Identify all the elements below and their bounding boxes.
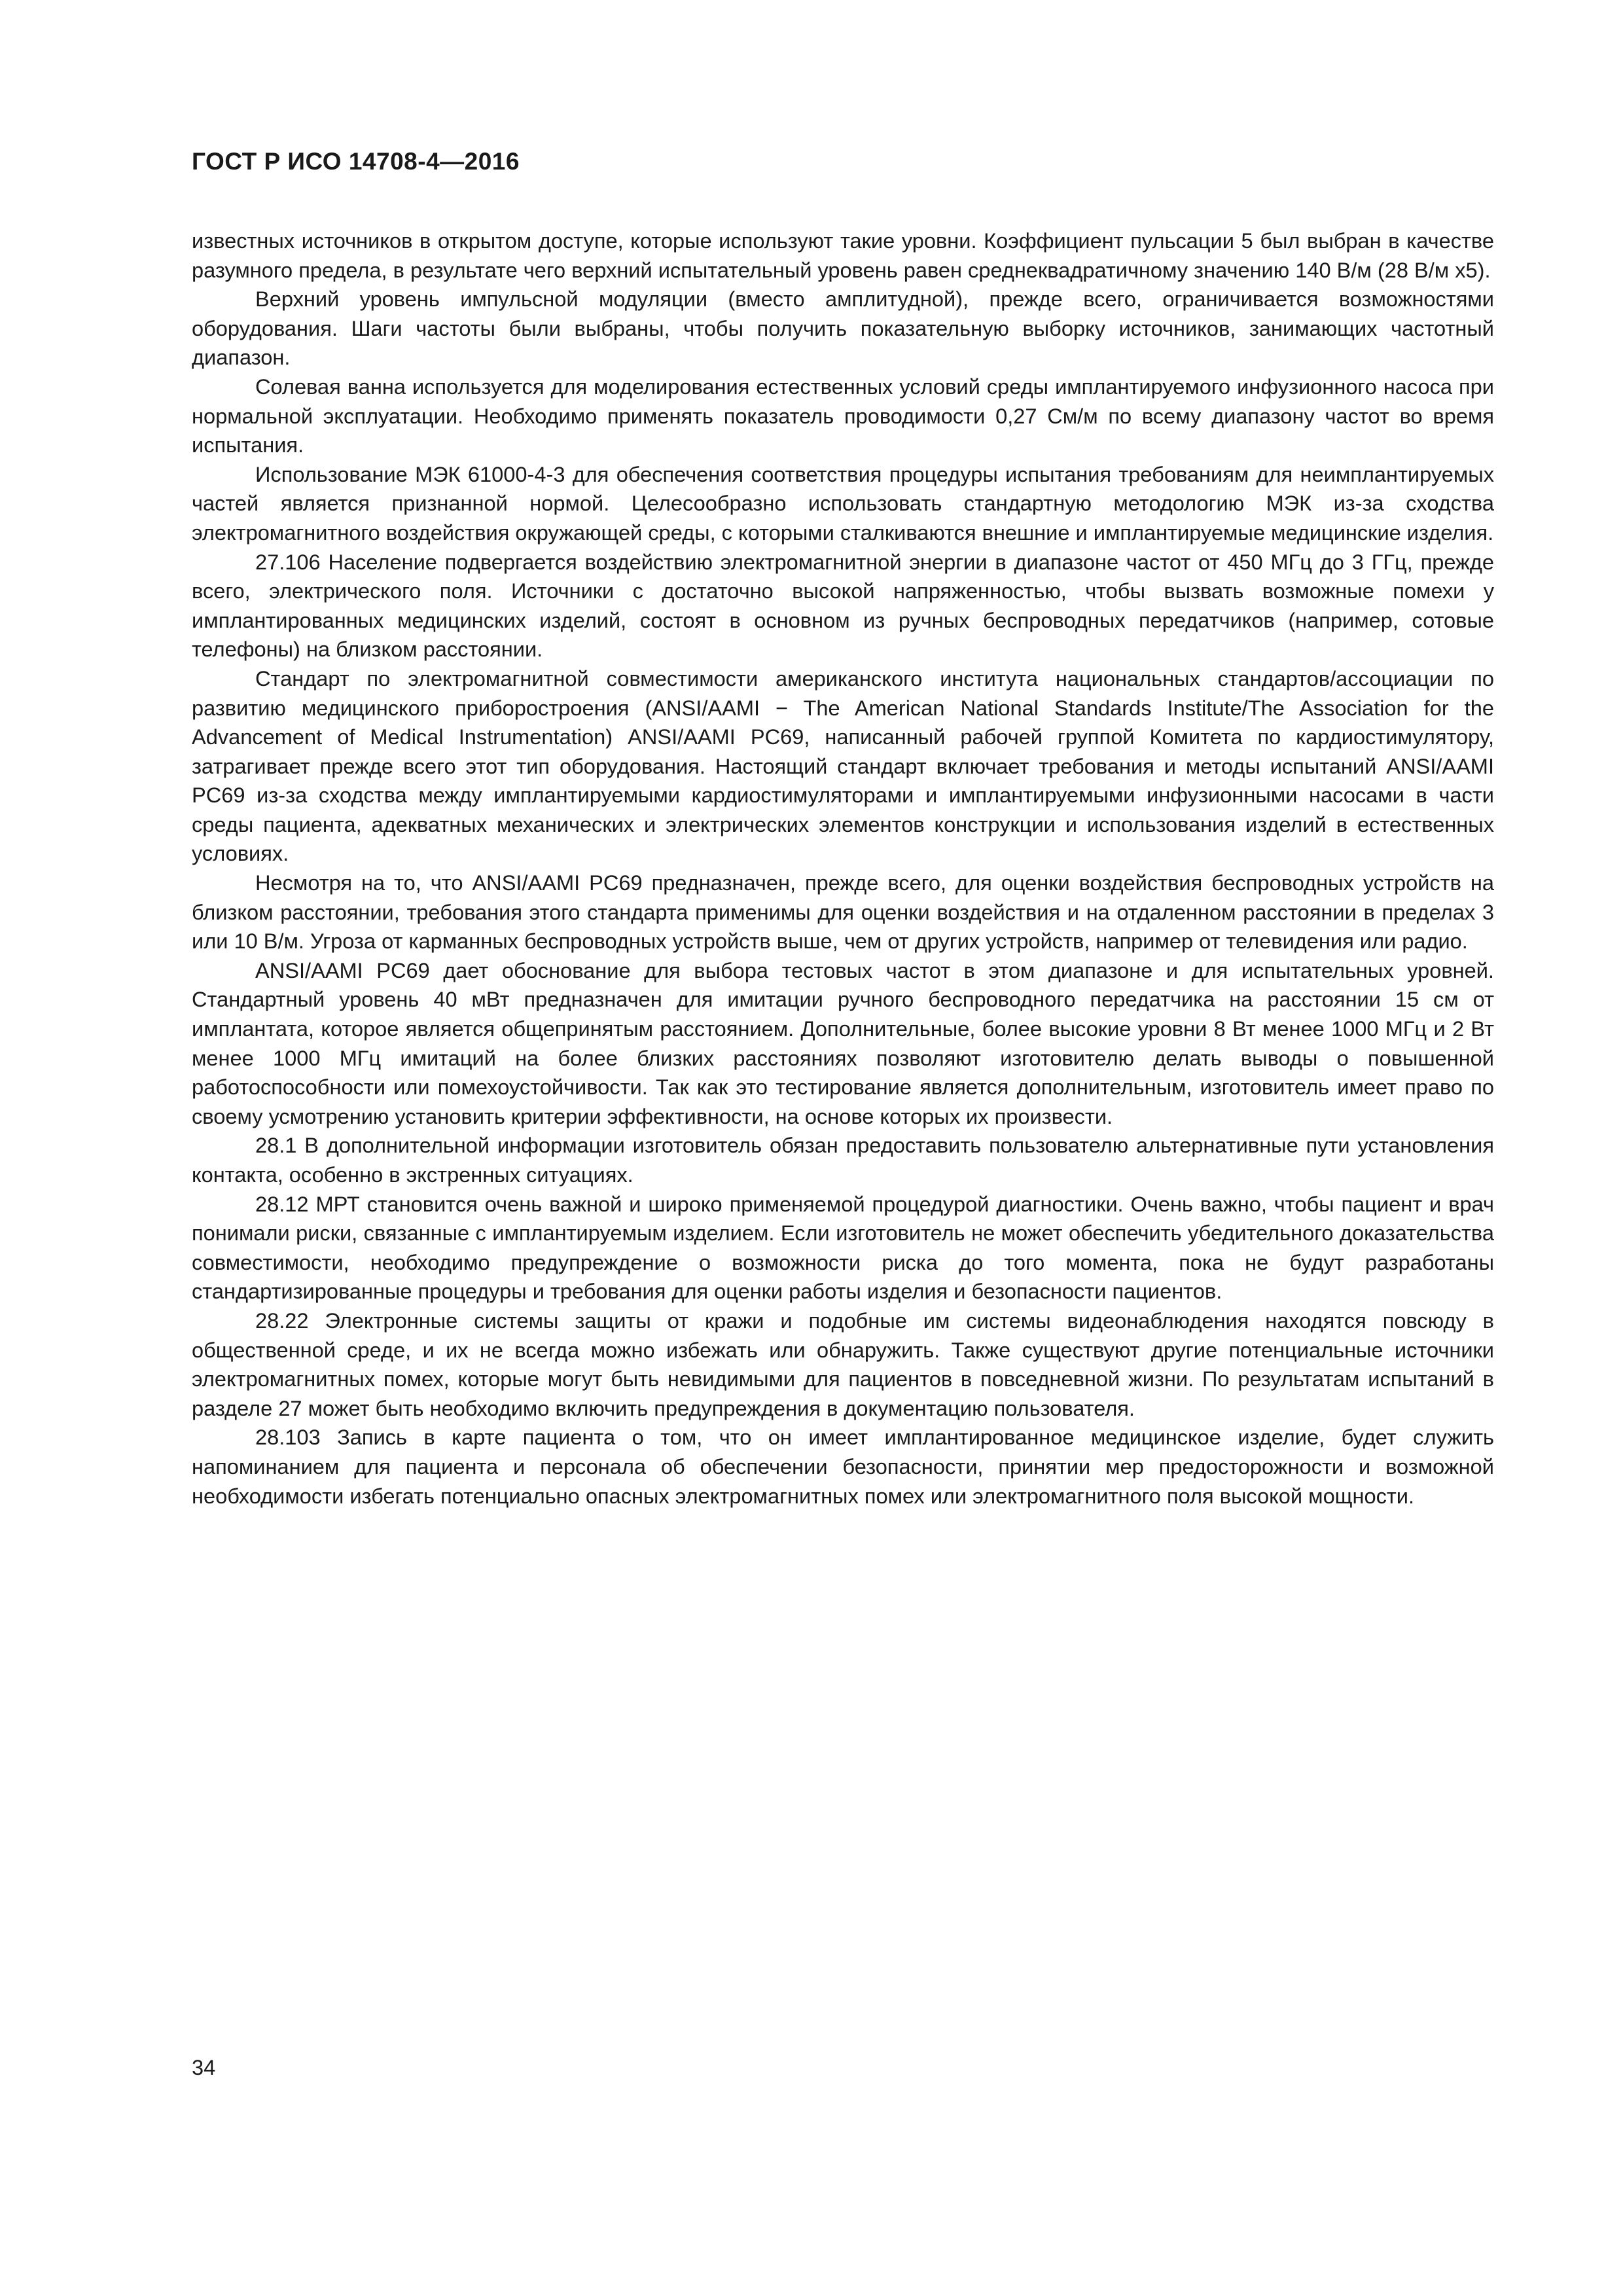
- paragraph: Несмотря на то, что ANSI/AAMI PC69 предназначен, прежде всего, для оценки воздействия беспроводных устройств на близком расстоянии, требования этого стандарта применимы для оценки воздействия и на отдаленном расстоянии в пределах 3 или 10 В/м. Угроза от карманных беспроводных устройств выше, чем от других устройств, например от телевидения или радио.: [192, 870, 1494, 954]
- paragraph: ANSI/AAMI PC69 дает обоснование для выбора тестовых частот в этом диапазоне и для испытательных уровней. Стандартный уровень 40 мВт предназначен для имитации ручного беспроводного передатчика на расстоянии 15 см от имплантата, которое является общепринятым расстоянием. Дополнительные, более высокие уровни 8 Вт менее 1000 МГц и 2 Вт менее 1000 МГц имитаций на более близких расстояниях позволяют изготовителю делать выводы о повышенной работоспособности или помехоустойчивости. Так как это тестирование является дополнительным, изготовитель имеет право по своему усмотрению установить критерии эффективности, на основе которых их произвести.: [192, 958, 1494, 1128]
- paragraph-28-1: 28.1 В дополнительной информации изготовитель обязан предоставить пользователю альтернативные пути установления контакта, особенно в экстренных ситуациях.: [192, 1133, 1494, 1187]
- paragraph-28-12: 28.12 МРТ становится очень важной и широко применяемой процедурой диагностики. Очень важно, чтобы пациент и врач понимали риски, связанные с имплантируемым изделием. Если изготовитель не может обеспечить убедительного доказательства совместимости, необходимо предупреждение о возможности риска до того момента, пока не будут разработаны стандартизированные процедуры и требования для оценки работы изделия и безопасности пациентов.: [192, 1191, 1494, 1304]
- paragraph: Солевая ванна используется для моделирования естественных условий среды имплантируемого инфузионного насоса при нормальной эксплуатации. Необходимо применять показатель проводимости 0,27 См/м по всему диапазону частот во время испытания.: [192, 374, 1494, 457]
- page-number: 34: [192, 2055, 216, 2079]
- document-header-title: ГОСТ Р ИСО 14708-4—2016: [192, 148, 520, 175]
- paragraph-continuation: известных источников в открытом доступе, которые используют такие уровни. Коэффициент пульсации 5 был выбран в качестве разумного предела, в результате чего верхний испытательный уровень равен среднеквадратичному значению 140 В/м (28 В/м x5).: [192, 228, 1494, 282]
- paragraph-27-106: 27.106 Население подвергается воздействию электромагнитной энергии в диапазоне частот от 450 МГц до 3 ГГц, прежде всего, электрического поля. Источники с достаточно высокой напряженностью, чтобы вызвать возможные помехи у имплантированных медицинских изделий, состоят в основном из ручных беспроводных передатчиков (например, сотовые телефоны) на близком расстоянии.: [192, 549, 1494, 662]
- paragraph-28-103: 28.103 Запись в карте пациента о том, что он имеет имплантированное медицинское изделие, будет служить напоминанием для пациента и персонала об обеспечении безопасности, принятии мер предосторожности и возможной необходимости избегать потенциально опасных электромагнитных помех или электромагнитного поля высокой мощности.: [192, 1425, 1494, 1508]
- document-body: [192, 226, 1494, 1511]
- paragraph: Использование МЭК 61000-4-3 для обеспечения соответствия процедуры испытания требованиям для неимплантируемых частей является признанной нормой. Целесообразно использовать стандартную методологию МЭК из-за сходства электромагнитного воздействия окружающей среды, с которыми сталкиваются внешние и имплантируемые медицинские изделия.: [192, 461, 1494, 545]
- paragraph: Верхний уровень импульсной модуляции (вместо амплитудной), прежде всего, ограничивается возможностями оборудования. Шаги частоты были выбраны, чтобы получить показательную выборку источников, занимающих частотный диапазон.: [192, 287, 1494, 370]
- paragraph: Стандарт по электромагнитной совместимости американского института национальных стандартов/ассоциации по развитию медицинского приборостроения (ANSI/AAMI − The American National Standards Institute/The Association for the Advancement of Medical Instrumentation) ANSI/AAMI PC69, написанный рабочей группой Комитета по кардиостимулятору, затрагивает прежде всего этот тип оборудования. Настоящий стандарт включает требования и методы испытаний ANSI/AAMI PC69 из-за сходства между имплантируемыми кардиостимуляторами и имплантируемыми инфузионными насосами в части среды пациента, адекватных механических и электрических элементов конструкции и использования изделий в естественных условиях.: [192, 666, 1494, 866]
- paragraph-28-22: 28.22 Электронные системы защиты от кражи и подобные им системы видеонаблюдения находятся повсюду в общественной среде, и их не всегда можно избежать или обнаружить. Также существуют другие потенциальные источники электромагнитных помех, которые могут быть невидимыми для пациентов в повседневной жизни. По результатам испытаний в разделе 27 может быть необходимо включить предупреждения в документацию пользователя.: [192, 1308, 1494, 1420]
